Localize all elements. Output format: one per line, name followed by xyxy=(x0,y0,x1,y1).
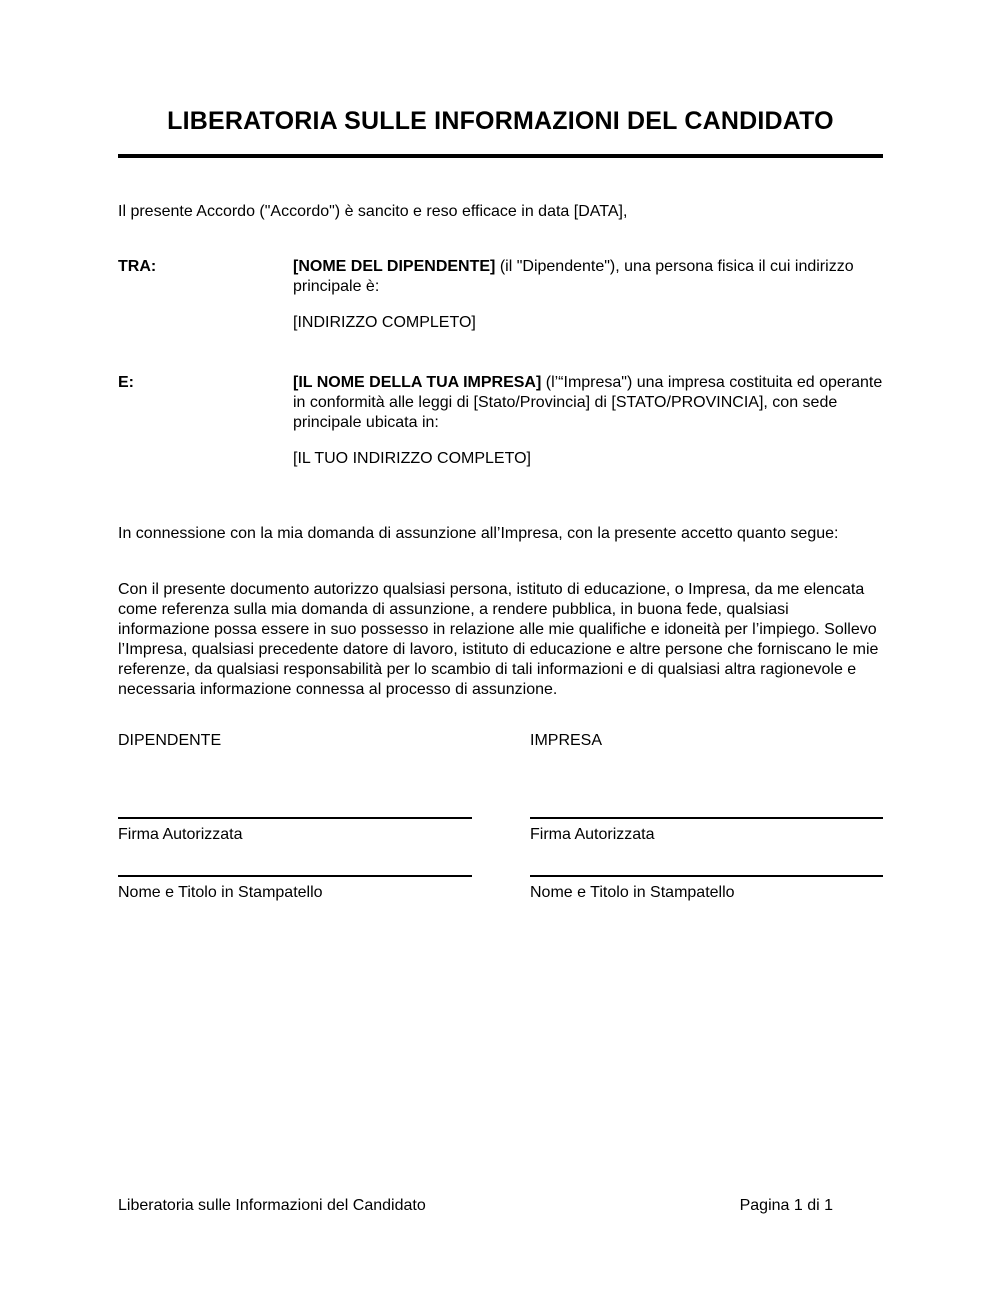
party-row-employee xyxy=(118,257,883,333)
company-description-text: (l’“Impresa") una impresa costituita ed operante in conformità alle leggi di [Stato/Provincia] di [STATO/PROVINCIA], con sede principale ubicata in: xyxy=(293,374,883,431)
employee-printed-name-line: Nome e Titolo in Stampatello xyxy=(118,875,472,903)
party-row-company xyxy=(118,373,883,469)
employee-name-placeholder: [NOME DEL DIPENDENTE] xyxy=(293,258,496,275)
employee-signature-line: Firma Autorizzata xyxy=(118,817,472,845)
document-title: LIBERATORIA SULLE INFORMAZIONI DEL CANDIDATO xyxy=(167,107,834,135)
intro-paragraph: Il presente Accordo ("Accordo") è sancito e reso efficace in data [DATA], xyxy=(118,203,628,220)
party-label-tra: TRA: xyxy=(118,258,157,275)
signature-party-company: IMPRESA xyxy=(530,732,603,749)
company-signature-line: Firma Autorizzata xyxy=(530,817,883,845)
footer-page-number: Pagina 1 di 1 xyxy=(739,1197,833,1214)
party-body-company xyxy=(293,373,883,469)
title-rule xyxy=(118,154,883,158)
party-description-employee xyxy=(293,257,883,297)
authorization-paragraph: Con il presente documento autorizzo qualsiasi persona, istituto di educazione, o Impresa, da me elencata come referenza sulla mia domanda di assunzione, a rendere pubblica, in buona fede, qualsiasi informazione possa essere in suo possesso in relazione alle mie qualifiche e idoneità per l’impiego. Sollevo l’Impresa, qualsiasi precedente datore di lavoro, istituto di educazione e altre persone che forniscano le mie referenze, da qualsiasi responsabilità per lo scambio di tali informazioni e di qualsiasi altra ragionevole e necessaria informazione connessa al processo di assunzione. xyxy=(118,581,879,698)
connection-clause: In connessione con la mia domanda di assunzione all’Impresa, con la presente accetto quanto segue: xyxy=(118,525,839,542)
signature-column-employee xyxy=(118,731,472,903)
employee-address-placeholder: [INDIRIZZO COMPLETO] xyxy=(293,314,476,331)
signature-section xyxy=(118,731,883,903)
company-name-placeholder: [IL NOME DELLA TUA IMPRESA] xyxy=(293,374,542,391)
party-body-employee xyxy=(293,257,883,333)
employee-description-text: (il "Dipendente"), una persona fisica il cui indirizzo principale è: xyxy=(293,258,854,295)
company-address-placeholder: [IL TUO INDIRIZZO COMPLETO] xyxy=(293,450,531,467)
page-footer xyxy=(118,1196,883,1216)
footer-document-title: Liberatoria sulle Informazioni del Candidato xyxy=(118,1197,426,1214)
party-description-company xyxy=(293,373,883,433)
party-label-e: E: xyxy=(118,374,134,391)
company-printed-name-line: Nome e Titolo in Stampatello xyxy=(530,875,883,903)
signature-party-employee: DIPENDENTE xyxy=(118,732,222,749)
signature-column-company xyxy=(530,731,883,903)
